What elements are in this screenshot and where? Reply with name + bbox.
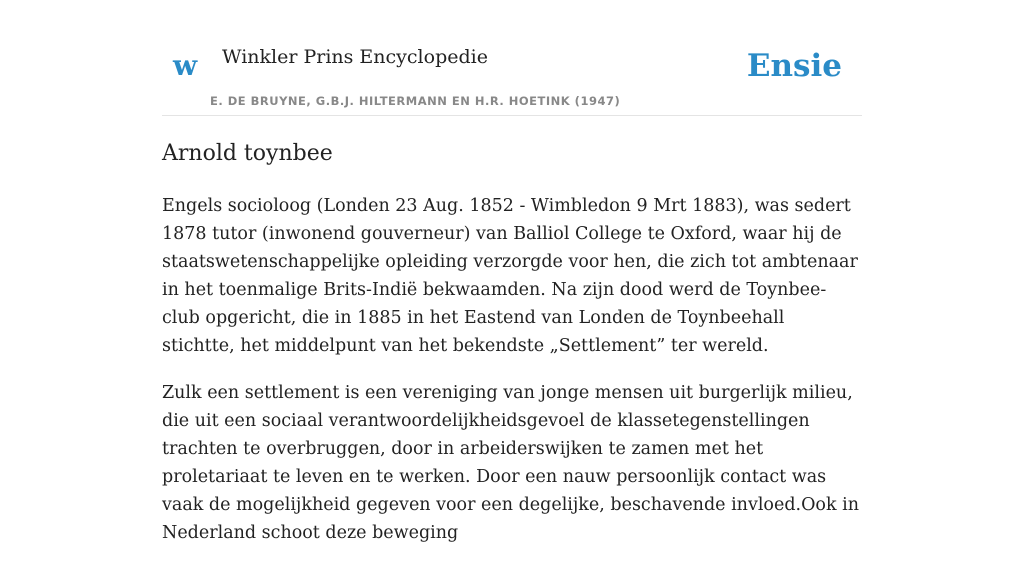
article-paragraph: Zulk een settlement is een vereniging van jonge mensen uit burgerlijk milieu, die uit een sociaal verantwoordelijkheidsgevoel de klassetegenstellingen trachten te overbruggen, door in arbeiderswijken te zamen met het proletariaat te leven en te werken. Door een nauw persoonlijk contact was vaak de mogelijkheid gegeven voor een degelijke, beschavende invloed.Ook in Nederland schoot deze beweging	[162, 383, 860, 543]
article-paragraph: Engels socioloog (Londen 23 Aug. 1852 - Wimbledon 9 Mrt 1883), was sedert 1878 tutor (inwonend gouverneur) van Balliol College te Oxford, waar hij de staatswetenschappelijke opleiding verzorgde voor hen, die zich tot ambtenaar in het toenmalige Brits-Indië bekwaamden. Na zijn dood werd de Toynbee-club opgericht, die in 1885 in het Eastend van Londen de Toynbeehall stichtte, het middelpunt van het bekendste „Settlement” ter wereld.	[162, 196, 858, 356]
winkler-prins-logo[interactable]: w	[173, 49, 198, 82]
site-title[interactable]: Winkler Prins Encyclopedie	[222, 46, 488, 68]
article-body	[162, 192, 862, 566]
article-title: Arnold toynbee	[162, 141, 333, 166]
authors-line: E. DE BRUYNE, G.B.J. HILTERMANN EN H.R. HOETINK (1947)	[210, 94, 621, 108]
ensie-brand-logo[interactable]: Ensie	[746, 48, 842, 84]
site-header	[162, 0, 862, 116]
page-container	[162, 0, 862, 543]
